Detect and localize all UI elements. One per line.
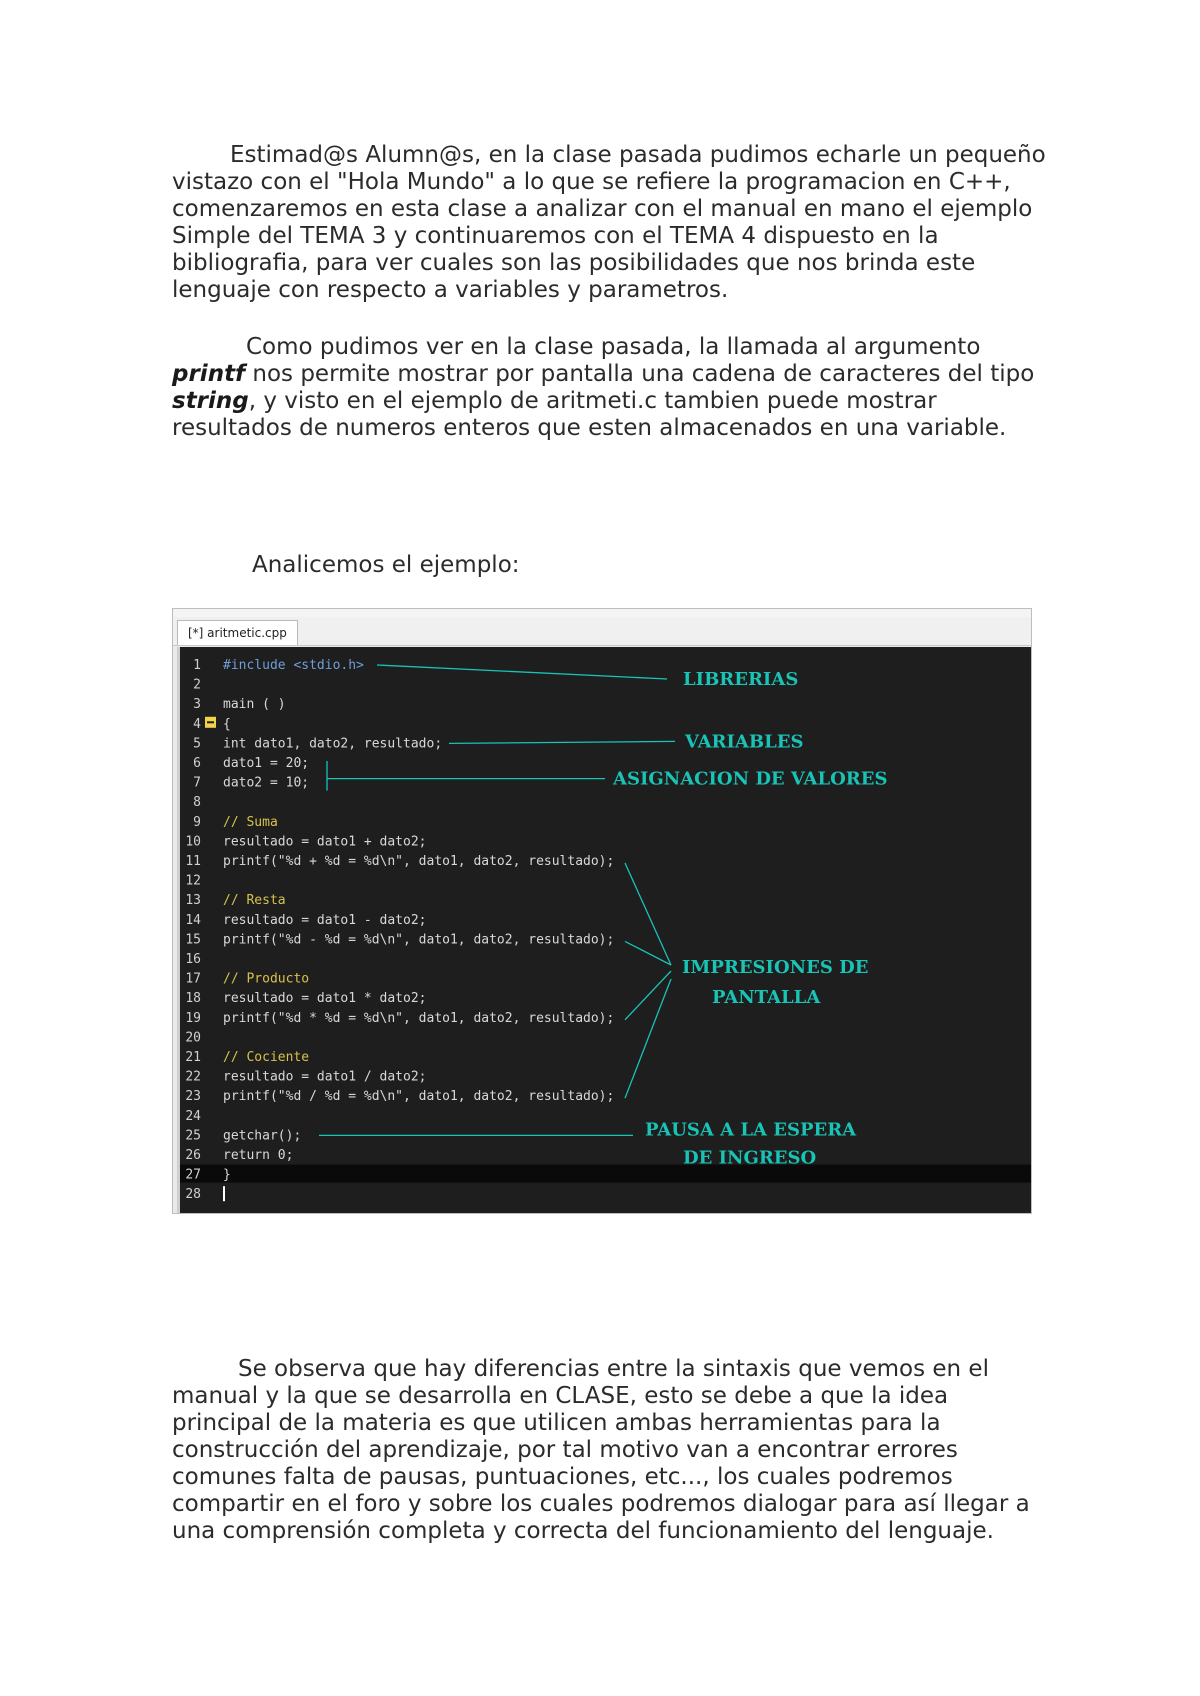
code-line: printf("%d - %d = %d\n", dato1, dato2, resultado); <box>223 932 615 948</box>
current-line-highlight <box>180 1165 1032 1183</box>
line-number: 4 <box>193 716 201 732</box>
code-line: return 0; <box>223 1148 294 1163</box>
impresiones-pointer-4 <box>625 979 671 1098</box>
line-number: 25 <box>185 1128 201 1144</box>
code-line: #include <stdio.h> <box>223 658 364 673</box>
line-number: 6 <box>193 756 201 771</box>
code-line: // Cociente <box>223 1050 310 1065</box>
code-annotations <box>177 647 1032 1213</box>
variables-pointer <box>449 741 675 743</box>
label-variables: VARIABLES <box>685 731 804 753</box>
label-impresiones-1: IMPRESIONES DE <box>682 957 869 978</box>
code-line: // Suma <box>223 814 278 830</box>
text-cursor <box>223 1186 225 1201</box>
line-number: 23 <box>185 1089 201 1105</box>
line-number: 15 <box>185 932 201 948</box>
code-line: // Producto <box>223 971 310 987</box>
code-line: dato1 = 20; <box>223 756 310 771</box>
label-librerias: LIBRERIAS <box>683 669 799 690</box>
code-line: resultado = dato1 * dato2; <box>223 991 427 1007</box>
code-line: // Resta <box>223 893 286 909</box>
code-line: } <box>223 1167 231 1183</box>
line-number: 22 <box>185 1069 201 1085</box>
line-number: 20 <box>185 1030 201 1046</box>
printf-middle: nos permite mostrar por pantalla una cadena de caracteres del tipo <box>245 361 1035 387</box>
line-number: 19 <box>185 1010 201 1026</box>
line-number: 11 <box>185 854 201 869</box>
code-line: int dato1, dato2, resultado; <box>223 736 443 752</box>
line-number: 24 <box>185 1108 201 1124</box>
code-line: dato2 = 10; <box>223 775 310 791</box>
file-tab: [*] aritmetic.cpp <box>177 620 298 645</box>
code-line: resultado = dato1 - dato2; <box>223 912 427 928</box>
code-line: main ( ) <box>223 697 286 713</box>
code-line: printf("%d * %d = %d\n", dato1, dato2, resultado); <box>223 1010 615 1026</box>
code-line: resultado = dato1 / dato2; <box>223 1069 427 1085</box>
line-number: 18 <box>185 991 201 1007</box>
line-number: 9 <box>193 814 201 830</box>
editor-tab-bar <box>173 617 1031 646</box>
line-number: 12 <box>185 873 201 889</box>
line-number: 10 <box>185 834 201 850</box>
line-number: 14 <box>185 912 201 928</box>
printf-paragraph <box>172 334 1052 442</box>
code-line: { <box>223 716 231 732</box>
line-number: 27 <box>185 1167 201 1183</box>
closing-text: Se observa que hay diferencias entre la sintaxis que vemos en el manual y la que se desarrolla en CLASE, esto se debe a que la idea principal de la materia es que utilicen ambas herramientas para la construcción del aprendizaje, por tal motivo van a encontrar errores comunes falta de pausas, puntuaciones, etc..., los cuales podremos compartir en el foro y sobre los cuales podremos dialogar para así llegar a una comprensión completa y correcta del funcionamiento del lenguaje. <box>172 1356 1030 1544</box>
line-number: 1 <box>193 658 201 673</box>
example-heading: Analicemos el ejemplo: <box>252 552 520 578</box>
impresiones-pointer-1 <box>625 863 671 965</box>
line-number: 28 <box>185 1187 201 1203</box>
label-pausa-2: DE INGRESO <box>683 1147 817 1169</box>
code-line: printf("%d + %d = %d\n", dato1, dato2, resultado); <box>223 854 615 869</box>
code-line: getchar(); <box>223 1128 302 1144</box>
label-pausa-1: PAUSA A LA ESPERA <box>645 1119 857 1141</box>
line-number: 7 <box>193 775 201 791</box>
line-number: 5 <box>193 736 201 752</box>
code-line: printf("%d / %d = %d\n", dato1, dato2, resultado); <box>223 1089 615 1105</box>
line-number: 2 <box>193 677 201 693</box>
line-number: 16 <box>185 952 201 967</box>
line-number: 26 <box>185 1148 201 1163</box>
code-screenshot <box>172 608 1032 1214</box>
printf-before: Como pudimos ver en la clase pasada, la llamada al argumento <box>246 334 981 360</box>
label-asignacion: ASIGNACION DE VALORES <box>613 768 888 790</box>
librerias-pointer <box>377 665 667 679</box>
label-impresiones-2: PANTALLA <box>712 987 821 1008</box>
line-number: 3 <box>193 697 201 713</box>
code-editor <box>177 647 1031 1213</box>
string-keyword: string <box>172 388 249 414</box>
line-number: 8 <box>193 795 201 811</box>
impresiones-pointer-2 <box>625 941 671 965</box>
line-number: 13 <box>185 893 201 909</box>
line-number: 17 <box>185 971 201 987</box>
line-number: 21 <box>185 1050 201 1065</box>
closing-paragraph <box>172 1356 1052 1545</box>
intro-text: Estimad@s Alumn@s, en la clase pasada pudimos echarle un pequeño vistazo con el "Hola Mundo" a lo que se refiere la programacion en C++, comenzaremos en esta clase a analizar con el manual en mano el ejemplo Simple del TEMA 3 y continuaremos con el TEMA 4 dispuesto en la bibliografia, para ver cuales son las posibilidades que nos brinda este lenguaje con respecto a variables y parametros. <box>172 142 1046 303</box>
printf-keyword: printf <box>172 361 246 387</box>
intro-paragraph <box>172 142 1052 304</box>
code-line: resultado = dato1 + dato2; <box>223 834 427 850</box>
printf-after: , y visto en el ejemplo de aritmeti.c tambien puede mostrar resultados de numeros enteros que esten almacenados en una variable. <box>172 388 1007 441</box>
